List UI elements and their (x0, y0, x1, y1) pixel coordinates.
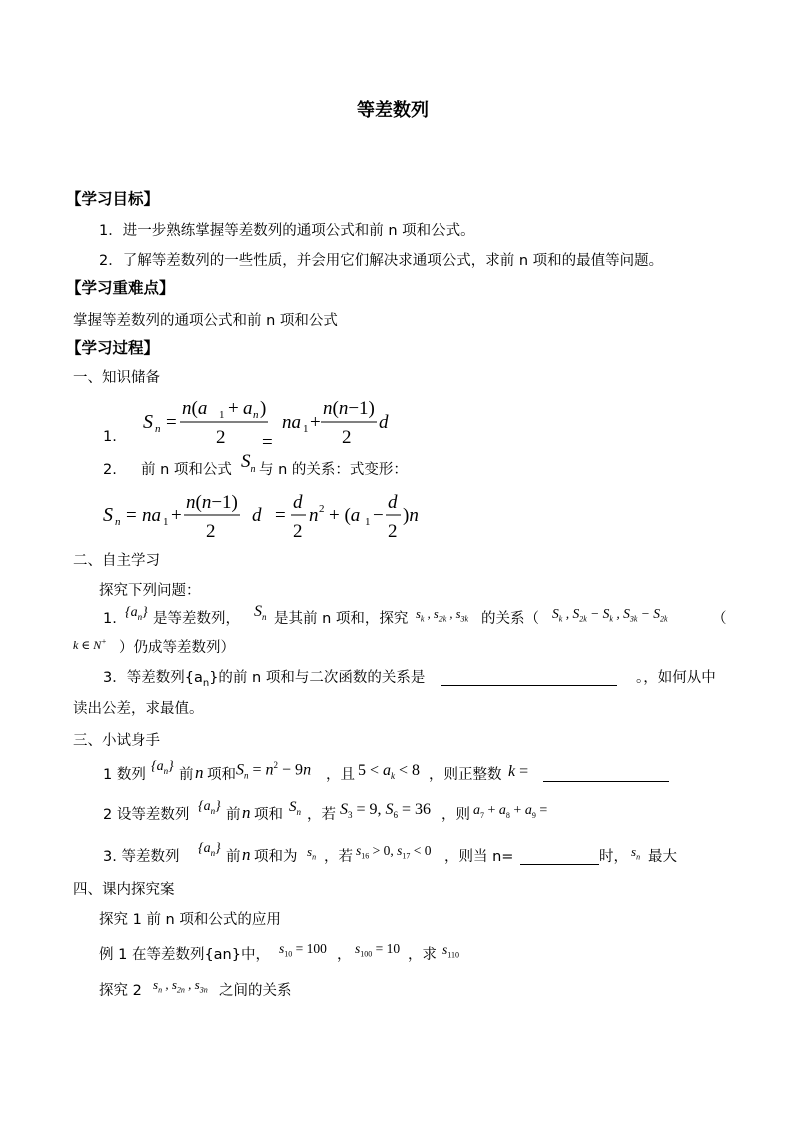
svg-text:+ (a: + (a (329, 505, 361, 526)
sum-formula-2 (100, 488, 440, 546)
svg-text:na: na (142, 505, 161, 526)
an-sequence-p2: $\{a_n\}$ (198, 799, 221, 816)
part2-q3-line2: 读出公差，求最值。 (73, 701, 204, 717)
svg-text:2: 2 (319, 503, 325, 515)
p1-text-b: 前 (179, 767, 194, 783)
part2-q3-text-c: 。，如何从中 (636, 670, 716, 686)
part2-q1-number: 1. (103, 611, 117, 627)
page-title: 等差数列 (357, 100, 429, 121)
svg-text:−: − (373, 505, 384, 526)
svg-text:1: 1 (163, 516, 169, 528)
svg-text:n: n (115, 516, 121, 528)
s100-given: $s_{100} = 10$ (355, 941, 401, 959)
svg-text:n(a: n(a (182, 398, 208, 419)
key-points-heading: 【学习重难点】 (66, 279, 175, 297)
example1-text-b: ， (337, 947, 352, 963)
goal-item-2: 2．了解等差数列的一些性质，并会用它们解决求通项公式，求前 n 项和的最值等问题。 (99, 253, 664, 269)
goal-item-1: 1．进一步熟练掌握等差数列的通项公式和前 n 项和公式。 (99, 223, 475, 239)
svg-text:d: d (388, 492, 398, 513)
svg-text:n: n (253, 409, 259, 421)
ak-range-p1: $5 < a_k < 8$ (358, 762, 421, 782)
k-equals-p1: k = (508, 763, 529, 780)
s16-s17-condition: $s_{16} > 0$, $s_{17} < 0$ (356, 843, 432, 861)
process-heading: 【学习过程】 (66, 339, 160, 357)
svg-text:n(n−1): n(n−1) (186, 492, 238, 513)
part1-item2-number: 2. (103, 462, 117, 478)
svg-text:1: 1 (219, 409, 225, 421)
s110-target: $s_{110}$ (442, 942, 459, 960)
p2-text-c: 项和 (254, 807, 283, 823)
part1-item2-text-b: 与 n 的关系：式变形： (259, 462, 408, 478)
svg-text:na: na (282, 412, 301, 433)
part2-q1-open-paren: （ (712, 611, 727, 627)
svg-text:+: + (171, 505, 182, 526)
svg-text:=: = (262, 432, 273, 450)
p3-text-c: 项和为 (254, 849, 298, 865)
an-sequence-symbol: $\{a_n\}$ (125, 605, 148, 622)
svg-text:d: d (252, 505, 262, 526)
part2-q1-text-b: 是其前 n 项和，探究 (274, 611, 409, 627)
p3-text-b: 前 (226, 849, 241, 865)
svg-text:n(n−1): n(n−1) (323, 398, 375, 419)
n-var-p1: n (195, 763, 204, 782)
part2-heading: 二、自主学习 (73, 553, 160, 569)
example1-text-a: 例 1 在等差数列{an}中， (99, 947, 270, 963)
sn-s2n-s3n: $s_n$ , $s_{2n}$ , $s_{3n}$ (153, 977, 208, 995)
part2-q1-text-a: 是等差数列， (153, 611, 240, 627)
p1-text-c: 项和 (207, 767, 236, 783)
svg-text:2: 2 (342, 427, 352, 448)
svg-text:n: n (309, 505, 319, 526)
part2-q1-text-c: 的关系（ (481, 611, 539, 627)
answer-blank-q3[interactable] (441, 685, 617, 686)
p3-text-g: 最大 (648, 849, 677, 865)
svg-text:n: n (155, 423, 161, 435)
svg-text:S: S (103, 504, 113, 526)
p2-text-b: 前 (226, 807, 241, 823)
part1-item2-text-a: 前 n 项和公式 (141, 462, 232, 478)
explore1-text: 探究 1 前 n 项和公式的应用 (99, 912, 281, 928)
sn-var-p3b: $s_n$ (631, 844, 641, 862)
svg-text:S: S (143, 411, 153, 433)
answer-blank-p3[interactable] (520, 864, 599, 865)
part3-heading: 三、小试身手 (73, 733, 160, 749)
sn-formula-p1: $S_n = n^2 - 9n$ (236, 760, 312, 781)
p3-text-d: ，若 (324, 849, 353, 865)
svg-text:): ) (260, 398, 267, 419)
example1-text-c: ，求 (408, 947, 437, 963)
svg-text:)n: )n (403, 505, 419, 526)
part2-q1-tail: ）仍成等差数列） (119, 640, 235, 656)
goals-heading: 【学习目标】 (66, 190, 160, 208)
k-in-n-plus: k ∈ N+ (73, 637, 107, 652)
an-sequence-p1: $\{a_n\}$ (151, 759, 174, 776)
explore2-text-b: 之间的关系 (219, 983, 292, 999)
svg-text:=: = (275, 505, 286, 526)
s3-s6-given: $S_3 = 9$, $S_6 = 36$ (340, 801, 432, 821)
n-var-p3: n (242, 845, 251, 864)
part1-heading: 一、知识储备 (73, 370, 160, 386)
s10-given: $s_{10} = 100$ (279, 941, 327, 959)
svg-text:2: 2 (388, 521, 398, 542)
p3-text-f: 时， (599, 849, 628, 865)
svg-text:=: = (166, 412, 177, 433)
answer-blank-p1[interactable] (543, 781, 669, 782)
svg-text:2: 2 (206, 521, 216, 542)
svg-text:1: 1 (365, 516, 371, 528)
part1-item1-number: 1. (103, 429, 117, 445)
sn-var-p3: $s_n$ (307, 844, 317, 862)
p2-text-d: ，若 (307, 807, 336, 823)
p1-text-e: ，则正整数 (429, 767, 502, 783)
a7-a8-a9-sum: $a_7 + a_8 + a_9$ = (473, 803, 548, 820)
part2-intro: 探究下列问题： (99, 583, 201, 599)
svg-text:d: d (379, 412, 389, 433)
p1-text-a: 1 数列 (103, 767, 146, 783)
part2-q3-line1: 3．等差数列$\{a_n\}$的前 n 项和与二次函数的关系是 (103, 670, 426, 689)
svg-text:+: + (228, 398, 239, 419)
svg-text:d: d (293, 492, 303, 513)
part4-heading: 四、课内探究案 (73, 882, 175, 898)
an-sequence-p3: $\{a_n\}$ (198, 841, 221, 858)
sk-terms: $s_k$ , $s_{2k}$ , $s_{3k}$ (416, 607, 469, 624)
svg-text:a: a (243, 398, 253, 419)
n-var-p2: n (242, 803, 251, 822)
svg-text:2: 2 (293, 521, 303, 542)
p3-text-e: ，则当 n= (444, 849, 514, 865)
sn-var-p2: $S_n$ (289, 799, 301, 817)
p2-text-e: ，则 (441, 807, 470, 823)
p2-text-a: 2 设等差数列 (103, 807, 190, 823)
sn-symbol-2: $S_n$ (254, 603, 267, 623)
p3-text-a: 3. 等差数列 (103, 849, 180, 865)
svg-text:=: = (126, 505, 137, 526)
svg-text:1: 1 (303, 423, 309, 435)
p1-text-d: ，且 (326, 767, 355, 783)
sn-symbol: $S_n$ (241, 451, 256, 475)
sk-differences: $S_k$ , $S_{2k} - S_k$ , $S_{3k} - S_{2k}$ (552, 606, 668, 624)
key-points-text: 掌握等差数列的通项公式和前 n 项和公式 (73, 313, 338, 329)
svg-text:2: 2 (216, 427, 226, 448)
svg-text:+: + (310, 412, 321, 433)
explore2-text-a: 探究 2 (99, 983, 142, 999)
sum-formula-1 (140, 392, 400, 450)
